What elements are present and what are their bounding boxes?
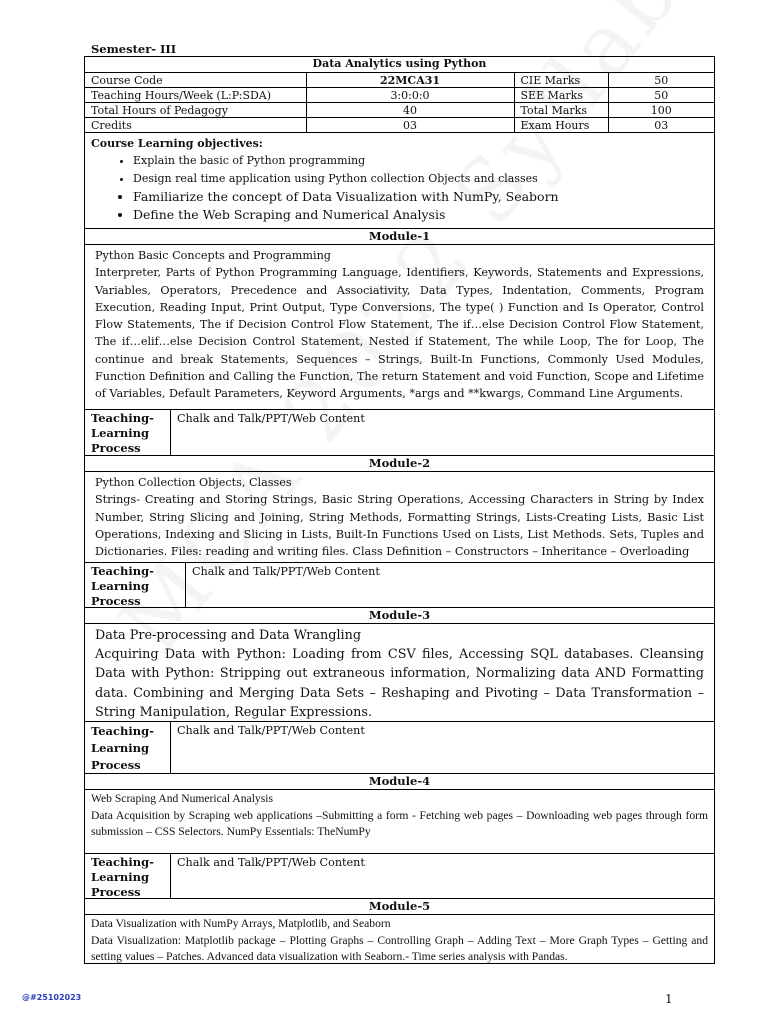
- tlp-value: Chalk and Talk/PPT/Web Content: [177, 856, 365, 869]
- info-value: 03: [306, 118, 514, 133]
- tlp-label: Teaching-Learning Process: [85, 410, 171, 455]
- info-row: [85, 73, 714, 88]
- module-4-content: [85, 790, 714, 854]
- module-5-content: [85, 915, 714, 963]
- info-label: Exam Hours: [514, 118, 608, 133]
- page-number: 1: [665, 992, 673, 1006]
- course-title: Data Analytics using Python: [312, 57, 487, 70]
- module-2-body: Strings- Creating and Storing Strings, Basic String Operations, Accessing Characters in String by Index Number, String Slicing and Joining, String Methods, Formatting Strings, Lists-Creating Lists, Basic List Operations, Indexing and Slicing in Lists, Built-In Functions Used on Lists, List Methods. Sets, Tuples and Dictionaries. Files: reading and writing files. Class Definition – Constructors – Inheritance – Overloading: [95, 493, 704, 559]
- module-2-heading: Module-2: [85, 456, 714, 472]
- module-1-tlp: [85, 410, 714, 456]
- info-label: SEE Marks: [514, 88, 608, 103]
- info-label: Credits: [85, 118, 306, 133]
- info-value: 03: [608, 118, 714, 133]
- objective-item: • Define the Web Scraping and Numerical Analysis: [133, 206, 708, 224]
- info-value: 50: [608, 88, 714, 103]
- objectives-list: [91, 152, 708, 224]
- info-value: 40: [306, 103, 514, 118]
- info-row: [85, 88, 714, 103]
- module-2-content: [85, 472, 714, 563]
- info-value: 100: [608, 103, 714, 118]
- info-value: 50: [608, 73, 714, 88]
- module-1-heading: Module-1: [85, 229, 714, 245]
- info-label: Teaching Hours/Week (L:P:SDA): [85, 88, 306, 103]
- info-value: 3:0:0:0: [306, 88, 514, 103]
- info-label: CIE Marks: [514, 73, 608, 88]
- info-label: Course Code: [85, 73, 306, 88]
- module-2-subtitle: Python Collection Objects, Classes: [95, 476, 292, 489]
- module-3-heading: Module-3: [85, 608, 714, 624]
- course-info-table: [85, 72, 714, 132]
- module-4-subtitle: Web Scraping And Numerical Analysis: [91, 792, 273, 805]
- tlp-label: Teaching-Learning Process: [85, 563, 186, 607]
- info-label: Total Hours of Pedagogy: [85, 103, 306, 118]
- objective-item: • Explain the basic of Python programming: [133, 152, 708, 170]
- objective-item: • Familiarize the concept of Data Visualization with NumPy, Seaborn: [133, 188, 708, 206]
- module-1-content: [85, 245, 714, 410]
- tlp-value: Chalk and Talk/PPT/Web Content: [177, 724, 365, 737]
- objectives-section: [85, 132, 714, 229]
- module-3-subtitle: Data Pre-processing and Data Wrangling: [95, 628, 362, 643]
- tlp-value: Chalk and Talk/PPT/Web Content: [192, 565, 380, 578]
- module-4-heading: Module-4: [85, 774, 714, 790]
- module-1-subtitle: Python Basic Concepts and Programming: [95, 249, 331, 262]
- tlp-label: Teaching-Learning Process: [85, 722, 171, 773]
- module-3-tlp: [85, 722, 714, 774]
- document-id: @#25102023: [22, 993, 82, 1002]
- module-5-body: Data Visualization: Matplotlib package – Plotting Graphs – Controlling Graph – Adding Text – More Graph Types – Getting and setting values – Patches. Advanced data visualization with Seaborn.- Time series analysis with Pandas.: [91, 933, 708, 963]
- module-2-tlp: [85, 563, 714, 608]
- module-1-body: Interpreter, Parts of Python Programming Language, Identifiers, Keywords, Statements and Expressions, Variables, Operators, Precedence and Associativity, Data Types, Indentation, Comments, Program Execution, Reading Input, Print Output, Type Conversions, The type( ) Function and Is Operator, Control Flow Statements, The if Decision Control Flow Statement, The if…else Decision Control Flow Statement, The if…elif…else Decision Control Statement, Nested if Statement, The while Loop, The for Loop, The continue and break Statements, Sequences – Strings, Built-In Functions, Commonly Used Modules, Function Definition and Calling the Function, The return Statement and void Function, Scope and Lifetime of Variables, Default Parameters, Keyword Arguments, *args and **kwargs, Command Line Arguments.: [95, 266, 704, 401]
- tlp-value: Chalk and Talk/PPT/Web Content: [177, 412, 365, 425]
- info-row: [85, 103, 714, 118]
- objectives-heading: Course Learning objectives:: [91, 137, 263, 150]
- module-4-tlp: [85, 854, 714, 899]
- module-3-body: Acquiring Data with Python: Loading from CSV files, Accessing SQL databases. Cleansing Data with Python: Stripping out extraneous information, Normalizing data AND Formatting data. Combining and Merging Data Sets – Reshaping and Pivoting – Data Transformation – String Manipulation, Regular Expressions.: [95, 647, 704, 720]
- info-row: [85, 118, 714, 133]
- module-5-subtitle: Data Visualization with NumPy Arrays, Matplotlib, and Seaborn: [91, 917, 391, 930]
- info-value: 22MCA31: [306, 73, 514, 88]
- module-4-body: Data Acquisition by Scraping web applications –Submitting a form - Fetching web pages – Downloading web pages through form submission – CSS Selectors. NumPy Essentials: TheNumPy: [91, 808, 708, 838]
- semester-label: Semester- III: [91, 42, 177, 56]
- tlp-label: Teaching-Learning Process: [85, 854, 171, 898]
- module-5-heading: Module-5: [85, 899, 714, 915]
- info-label: Total Marks: [514, 103, 608, 118]
- objective-item: • Design real time application using Python collection Objects and classes: [133, 170, 708, 188]
- course-table: [84, 56, 715, 964]
- module-3-content: [85, 624, 714, 722]
